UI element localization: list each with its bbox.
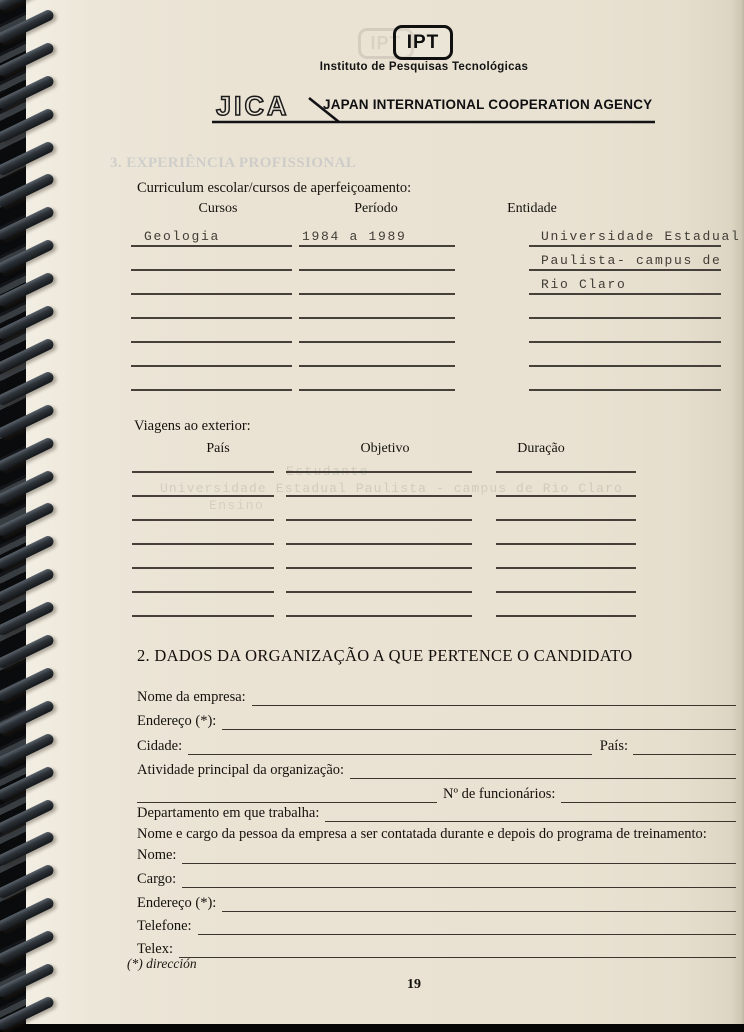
curriculum-cell-entidade (529, 251, 721, 271)
trips-cell-duracao (496, 549, 636, 569)
blank-line (179, 943, 736, 958)
section2-title: 2. DADOS DA ORGANIZAÇÃO A QUE PERTENCE O CANDIDATO (137, 646, 633, 665)
blank-line (182, 873, 736, 888)
field-label: Endereço (*): (137, 713, 217, 729)
blank-line (222, 715, 736, 730)
trips-cell-objetivo (286, 453, 472, 473)
curriculum-row (131, 325, 721, 343)
field-label: Cidade: (137, 738, 183, 754)
blank-line (222, 897, 736, 912)
trips-cell-objetivo (286, 549, 472, 569)
trips-cell-duracao (496, 477, 636, 497)
jica-agency-name: JAPAN INTERNATIONAL COOPERATION AGENCY (323, 97, 653, 112)
trips-row (132, 551, 637, 569)
trips-cell-pais (132, 549, 274, 569)
trips-cell-objetivo (286, 477, 472, 497)
ghost-section3-heading: 3. EXPERIÊNCIA PROFISSIONAL (110, 155, 357, 171)
field-contact-role (137, 868, 736, 888)
curriculum-cell-periodo (299, 299, 455, 319)
field-label: Telex: (137, 941, 174, 957)
trips-cell-duracao (496, 597, 636, 617)
field-employees (137, 783, 736, 803)
blank-line (252, 691, 736, 706)
typed-entry: Paulista- campus de (541, 253, 722, 268)
field-main-activity (137, 759, 736, 779)
column-header-periodo: Período (354, 201, 398, 216)
ghost-typed-line: Universidade Estadual Paulista - campus de Rio Claro (160, 481, 623, 496)
footnote: (*) dirección (127, 956, 197, 971)
typed-entry: Rio Claro (541, 277, 627, 292)
trips-cell-duracao (496, 453, 636, 473)
curriculum-cell-cursos (131, 251, 292, 271)
curriculum-cell-periodo (299, 227, 455, 247)
trips-cell-objetivo (286, 597, 472, 617)
blank-line (182, 849, 736, 864)
field-label: Endereço (*): (137, 895, 217, 911)
trips-row (132, 503, 637, 521)
ghost-typed-line: Estudante (286, 464, 369, 479)
curriculum-cell-periodo (299, 371, 455, 391)
column-header-cursos: Cursos (198, 201, 238, 216)
curriculum-section-title: Curriculum escolar/cursos de aperfeiçoamento: (137, 180, 412, 196)
trips-cell-duracao (496, 525, 636, 545)
ipt-institute-name: Instituto de Pesquisas Tecnológicas (319, 61, 529, 73)
curriculum-cell-entidade (529, 323, 721, 343)
curriculum-cell-periodo (299, 347, 455, 367)
field-label: Atividade principal da organização: (137, 762, 345, 778)
curriculum-cell-cursos (131, 347, 292, 367)
trips-row (132, 599, 637, 617)
curriculum-cell-cursos (131, 227, 292, 247)
trips-cell-pais (132, 453, 274, 473)
blank-line (188, 740, 592, 755)
trips-cell-objetivo (286, 573, 472, 593)
column-header-pais: País (206, 441, 230, 456)
field-contact-address (137, 892, 736, 912)
jica-logo-letters: JICA (216, 91, 290, 121)
field-label: Departamento em que trabalha: (137, 805, 320, 821)
curriculum-cell-entidade (529, 371, 721, 391)
field-label: País: (599, 738, 628, 754)
page-number: 19 (407, 977, 421, 992)
trips-row (132, 479, 637, 497)
curriculum-cell-cursos (131, 299, 292, 319)
curriculum-cell-cursos (131, 323, 292, 343)
curriculum-row (131, 349, 721, 367)
ipt-logo: IPT (393, 25, 453, 60)
curriculum-cell-periodo (299, 251, 455, 271)
trips-cell-pais (132, 501, 274, 521)
scanned-page (24, 0, 744, 1024)
column-header-duracao: Duração (517, 441, 565, 456)
trips-cell-pais (132, 477, 274, 497)
field-contact-name (137, 844, 736, 864)
trips-cell-duracao (496, 573, 636, 593)
typed-entry: 1984 a 1989 (302, 229, 407, 244)
column-header-entidade: Entidade (507, 201, 557, 216)
field-telex (137, 938, 736, 958)
blank-line (198, 920, 736, 935)
field-label: Nº de funcionários: (443, 786, 556, 802)
trips-row (132, 575, 637, 593)
trips-cell-pais (132, 573, 274, 593)
field-department (137, 802, 736, 822)
curriculum-row (131, 373, 721, 391)
curriculum-cell-entidade (529, 275, 721, 295)
blank-line (325, 807, 736, 822)
field-address (137, 710, 736, 730)
trips-cell-pais (132, 597, 274, 617)
curriculum-cell-entidade (529, 227, 741, 247)
field-phone (137, 915, 736, 935)
typed-entry: Universidade Estadual (541, 229, 741, 244)
field-label: Nome da empresa: (137, 689, 246, 705)
curriculum-cell-periodo (299, 323, 455, 343)
curriculum-row (131, 277, 721, 295)
trips-row (132, 455, 637, 473)
curriculum-cell-cursos (131, 371, 292, 391)
contact-intro-text: Nome e cargo da pessoa da empresa a ser contatada durante e depois do programa de treinamento: (137, 826, 707, 842)
field-label: Cargo: (137, 871, 177, 887)
trips-section-title: Viagens ao exterior: (134, 418, 251, 434)
curriculum-row (131, 253, 721, 271)
column-header-objetivo: Objetivo (360, 441, 410, 456)
blank-line (350, 764, 736, 779)
field-city-country (137, 735, 736, 755)
ipt-logo-ghost: IPT (358, 28, 414, 59)
spiral-binding (0, 0, 90, 1024)
ghost-typed-line: Ensino (209, 498, 265, 513)
trips-row (132, 527, 637, 545)
trips-cell-duracao (496, 501, 636, 521)
field-company-name (137, 686, 736, 706)
trips-cell-pais (132, 525, 274, 545)
field-label: Nome: (137, 847, 177, 863)
blank-line (633, 740, 736, 755)
trips-cell-objetivo (286, 525, 472, 545)
curriculum-row (131, 229, 741, 247)
curriculum-cell-cursos (131, 275, 292, 295)
blank-line (561, 788, 736, 803)
typed-entry: Geologia (144, 229, 221, 244)
curriculum-cell-entidade (529, 347, 721, 367)
trips-cell-objetivo (286, 501, 472, 521)
curriculum-row (131, 301, 721, 319)
curriculum-cell-entidade (529, 299, 721, 319)
field-label: Telefone: (137, 918, 192, 934)
curriculum-cell-periodo (299, 275, 455, 295)
blank-line (137, 788, 437, 803)
